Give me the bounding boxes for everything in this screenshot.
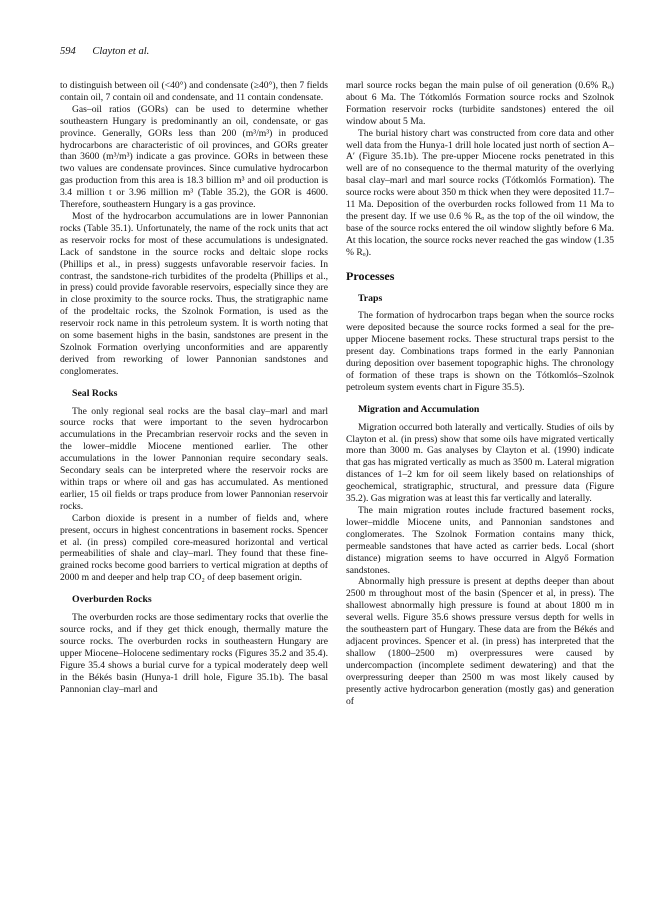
section-heading-processes: Processes [346,268,395,283]
paragraph: Carbon dioxide is present in a number of fields and, where present, occurs in highest concentrations in basement rocks. Spencer et al. (in press) compiled core-measured horizontal and vertical permeabilities of shale and clay–marl. They found that these fine-grained rocks become good barriers to vertical migration at depths of 2000 m and deeper and help trap CO₂ of deep basement origin. [60,512,328,584]
running-header [60,46,149,57]
paragraph: Most of the hydrocarbon accumulations are in lower Pannonian rocks (Table 35.1). Unfortunately, the name of the rock units that act as reservoir rocks for most of these accumulations is undesignated. Lack of sandstone in the source rocks and deltaic slope rocks (Phillips et al., in press) suggests unfavorable reservoir facies. In contrast, the sandstone-rich turbidites of the prodelta (Phillips et al., in press) could provide favorable reservoirs, especially since they are in close proximity to the source rocks. Thus, the stratigraphic name of the prodeltaic rocks, the Szolnok Formation, is used as the reservoir rock name in this petroleum system. It is worth noting that on some basement highs in the basin, sandstones are present in the Szolnok Formation overlying unconformities and are apparently derived from reworking of lower Pannonian sandstones and conglomerates. [60,210,328,377]
section-heading-overburden-rocks: Overburden Rocks [72,594,152,606]
paragraph: The formation of hydrocarbon traps began when the source rocks were deposited because the source rocks formed a seal for the pre-upper Miocene basement rocks. These structural traps persist to the present day. Combinations traps formed in the early Pannonian during deposition over basement topographic highs. The chronology of formation of these traps is shown on the Tótkomlós–Szolnok petroleum system events chart in Figure 35.5). [346,310,614,393]
running-authors: Clayton et al. [92,46,150,57]
section-heading-traps: Traps [358,292,383,304]
paragraph: Migration occurred both laterally and vertically. Studies of oils by Clayton et al. (in press) show that some oils have migrated vertically more than 3000 m. Gas analyses by Clayton et al. (1990) indicate that gas has migrated vertically as much as 3500 m. Lateral migration distances of 1–2 km for oil seem likely based on relationships of geochemical, stratigraphic, structural, and pressure data (Figure 35.2). Gas migration was at least this far vertically and laterally. [346,421,614,505]
paragraph: The main migration routes include fractured basement rocks, lower–middle Miocene units, and Pannonian sandstones and conglomerates. The Szolnok Formation contains many thick, permeable sandstones that have acted as carrier beds. Local (short distance) migration seems to have occurred in Algyő Formation sandstones. [346,505,614,576]
paragraph: Gas–oil ratios (GORs) can be used to determine whether southeastern Hungary is predominantly an oil, condensate, or gas province. Generally, GORs less than 200 (m³/m³) in produced hydrocarbons are characteristic of oil provinces, and GORs greater than 3600 (m³/m³) indicate a gas province. GORs in between these two values are condensate provinces. Since cumulative hydrocarbon gas production from this area is 18.3 billion m³ and oil production is 3.4 million t or 3.96 million m³ (Table 35.2), the GOR is 4600. Therefore, southeastern Hungary is a gas province. [60,103,328,211]
paragraph: to distinguish between oil (<40°) and condensate (≥40°), then 7 fields contain oil, 7 contain oil and condensate, and 11 contain condensate. [60,80,328,103]
section-heading-migration: Migration and Accumulation [358,403,480,415]
paragraph: marl source rocks began the main pulse of oil generation (0.6% Rₒ) about 6 Ma. The Tótkomlós Formation source rocks and Szolnok Formation reservoir rocks (turbidite sandstones) entered the oil window about 5 Ma. [346,80,614,127]
left-column [60,80,328,695]
paragraph: The overburden rocks are those sedimentary rocks that overlie the source rocks, and if they get thick enough, thermally mature the source rocks. The overburden rocks in southeastern Hungary are upper Miocene–Holocene sedimentary rocks (Figures 35.2 and 35.4). Figure 35.4 shows a burial curve for a typical moderately deep well in the Békés basin (Hunya-1 drill hole, Figure 35.1b). The basal Pannonian clay–marl and [60,612,328,695]
paragraph: The burial history chart was constructed from core data and other well data from the Hunya-1 drill hole located just north of section A–A′ (Figure 35.1b). The pre-upper Miocene rocks penetrated in this well are of no consequence to the thermal maturity of the overlying basal clay–marl and marl source rocks (Tótkomlós Formation). The source rocks were about 350 m thick when they were deposited 11.7–11 Ma. Deposition of the overburden rocks followed from 11 Ma to the present day. If we use 0.6 % Rₒ as the top of the oil window, the base of the source rocks entered the oil window slightly before 6 Ma. At this location, the source rocks never reached the gas window (1.35 % Rₒ). [346,127,614,258]
section-heading-seal-rocks: Seal Rocks [72,387,118,399]
right-column [346,80,614,707]
paragraph: Abnormally high pressure is present at depths deeper than about 2500 m throughout most of the basin (Spencer et al, in press). The shallowest abnormally high pressure is found at about 1800 m in several wells. Figure 35.6 shows pressure versus depth for wells in the southeastern part of Hungary. These data are from the Békés and adjacent provinces. Spencer et al. (in press) has interpreted that the shallow (1800–2500 m) overpressures were caused by undercompaction (incomplete sediment dewatering) and that the overpressuring deeper than 2500 m was most likely caused by presently active hydrocarbon generation (mostly gas) and generation of [346,576,614,707]
paragraph: The only regional seal rocks are the basal clay–marl and marl source rocks that were important to the seven hydrocarbon accumulations in the Precambrian reservoir rocks and the seven in the lower–middle Miocene mentioned earlier. The other accumulations in the lower Pannonian require secondary seals. Secondary seals can be interpreted where the reservoir rocks are within traps or where oil and gas has accumulated. As mentioned earlier, 15 oil fields or traps produce from lower Pannonian reservoir rocks. [60,405,328,512]
page-number: 594 [60,46,76,57]
